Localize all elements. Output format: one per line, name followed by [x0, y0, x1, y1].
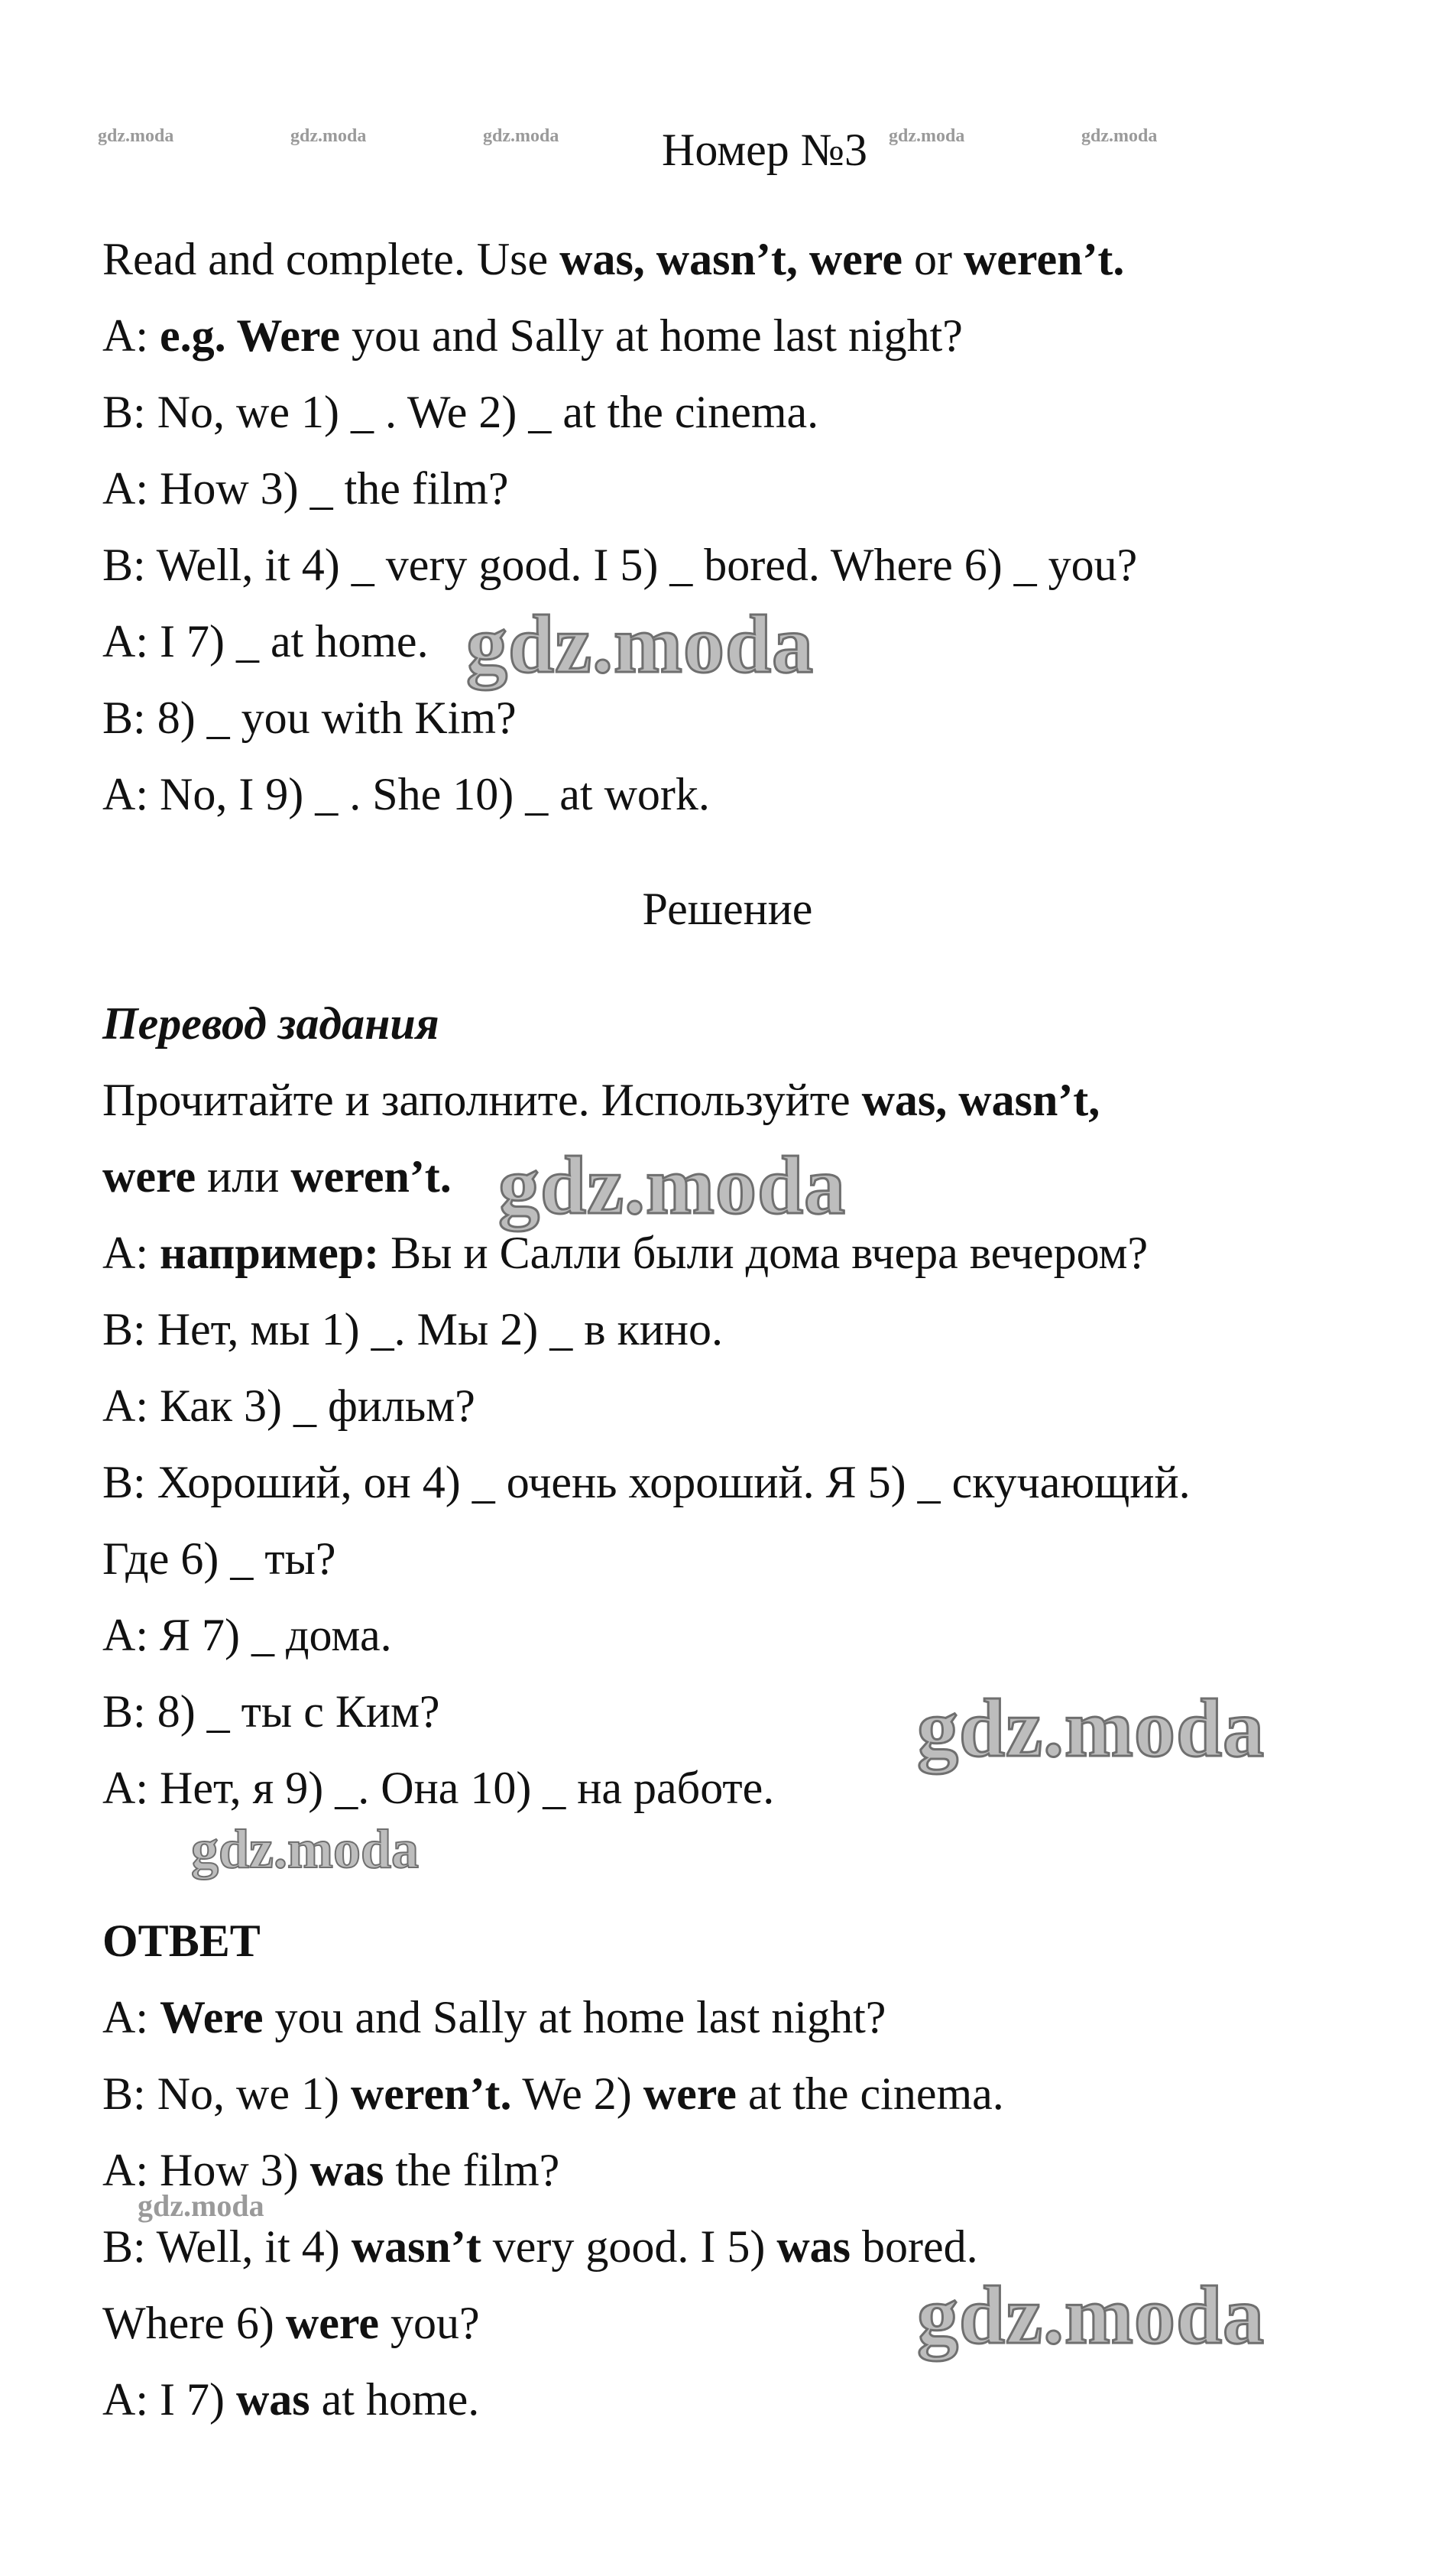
translation-instruction: Прочитайте и заполните. Используйте was, wasn’t, — [102, 1075, 1100, 1125]
translation-heading: Перевод задания — [102, 998, 439, 1049]
watermark: gdz.moda — [483, 126, 559, 146]
watermark: gdz.moda — [1081, 126, 1158, 146]
watermark: gdz.moda — [498, 1140, 847, 1231]
answer-heading: ОТВЕТ — [102, 1916, 261, 1966]
watermark: gdz.moda — [98, 126, 174, 146]
watermark: gdz.moda — [917, 2270, 1265, 2361]
watermark: gdz.moda — [917, 1683, 1265, 1774]
translation-line: А: например: Вы и Салли были дома вчера вечером? — [102, 1228, 1149, 1278]
translation-line: А: Я 7) _ дома. — [102, 1610, 392, 1660]
watermark: gdz.moda — [191, 1818, 420, 1880]
translation-line: Где 6) _ ты? — [102, 1533, 336, 1584]
task-line: A: No, I 9) _ . She 10) _ at work. — [102, 769, 710, 819]
task-line: B: No, we 1) _ . We 2) _ at the cinema. — [102, 387, 819, 437]
task-line: A: How 3) _ the film? — [102, 463, 509, 514]
answer-line: A: I 7) was at home. — [102, 2374, 480, 2425]
task-line: A: I 7) _ at home. — [102, 616, 429, 667]
watermark: gdz.moda — [290, 126, 367, 146]
watermark: gdz.moda — [138, 2188, 264, 2223]
solution-heading: Решение — [642, 884, 813, 934]
answer-line: A: Were you and Sally at home last night? — [102, 1992, 886, 2042]
task-instruction: Read and complete. Use was, wasn’t, were or weren’t. — [102, 234, 1125, 284]
task-line: A: e.g. Were you and Sally at home last night? — [102, 310, 963, 361]
watermark: gdz.moda — [466, 599, 815, 690]
page-title: Номер №3 — [662, 125, 868, 175]
answer-line: A: How 3) was the film? — [102, 2145, 560, 2195]
translation-line: В: Хороший, он 4) _ очень хороший. Я 5) _ скучающий. — [102, 1457, 1191, 1507]
translation-line: В: Нет, мы 1) _. Мы 2) _ в кино. — [102, 1304, 723, 1355]
answer-line: B: No, we 1) weren’t. We 2) were at the cinema. — [102, 2068, 1004, 2119]
translation-line: А: Как 3) _ фильм? — [102, 1380, 475, 1431]
answer-line: Where 6) were you? — [102, 2298, 480, 2348]
answer-line: B: Well, it 4) wasn’t very good. I 5) was bored. — [102, 2221, 978, 2272]
task-line: B: Well, it 4) _ very good. I 5) _ bored. Where 6) _ you? — [102, 540, 1138, 590]
translation-line: А: Нет, я 9) _. Она 10) _ на работе. — [102, 1763, 775, 1813]
translation-line: В: 8) _ ты с Ким? — [102, 1686, 440, 1737]
watermark: gdz.moda — [889, 126, 965, 146]
task-line: B: 8) _ you with Kim? — [102, 693, 517, 743]
translation-instruction: were или weren’t. — [102, 1151, 452, 1202]
